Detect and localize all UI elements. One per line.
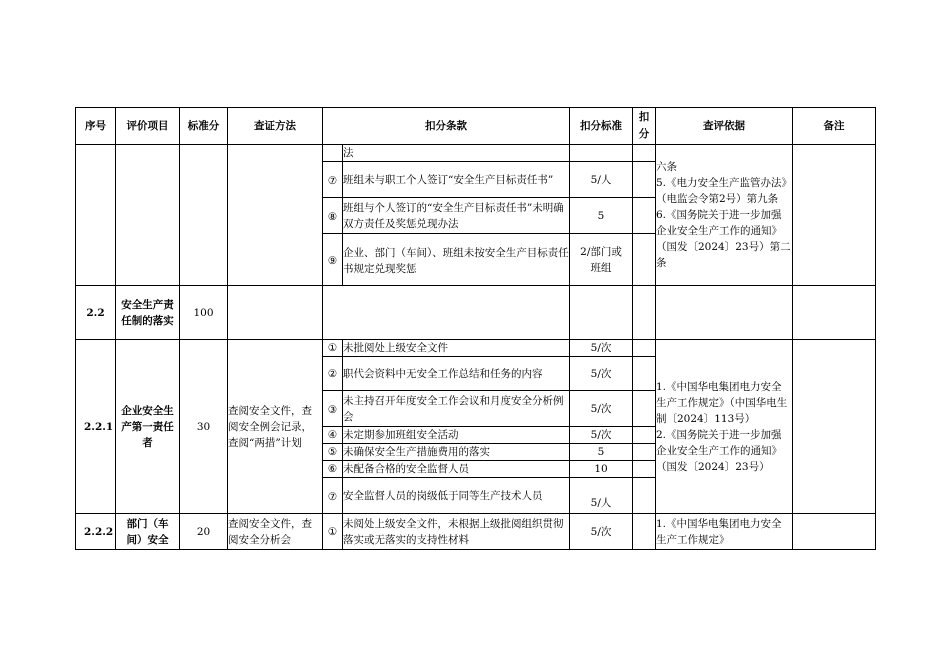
header-clause: 扣分条款 [323,108,570,145]
seq-cell [76,145,116,286]
clause-number: ⑤ [323,444,343,461]
deduct-standard [570,145,633,162]
basis-line: 2.《国务院关于进一步加强企业安全生产工作的通知》（国发〔2024〕23号） [656,428,782,473]
header-basis: 查评依据 [656,108,793,145]
method-cell [228,286,323,340]
table-row [76,286,876,340]
basis-line: 5.《电力安全生产监管办法》（电监会令第2号）第九条 [656,177,787,205]
deduct-cell [633,162,656,198]
deduct-cell [633,391,656,427]
clause-text: 法 [343,145,570,162]
clause-number: ① [323,340,343,357]
score-cell: 20 [180,514,228,550]
basis-line: 6.《国务院关于进一步加强企业安全生产工作的通知》（国发〔2024〕23号）第二条 [656,209,791,269]
remark-cell [793,514,876,550]
deduct-standard: 2/部门或班组 [570,234,633,286]
clause-cell [323,286,570,340]
method-cell [228,145,323,286]
table-row [76,514,876,550]
deduct-standard: 5/次 [570,391,633,427]
deduct-standard: 5/次 [570,357,633,391]
basis-cell [656,340,793,514]
deduct-cell [633,461,656,478]
clause-text: 班组未与职工个人签订“安全生产目标责任书” [343,162,570,198]
item-cell: 安全生产责任制的落实 [116,286,180,340]
score-cell: 100 [180,286,228,340]
deduct-cell [633,357,656,391]
deduct-standard: 5 [570,198,633,234]
deduct-cell [633,444,656,461]
score-cell: 30 [180,340,228,514]
clause-number: ② [323,357,343,391]
deduct-cell [633,340,656,357]
clause-text: 企业、部门（车间）、班组未按安全生产目标责任书规定兑现奖惩 [343,234,570,286]
remark-cell [793,286,876,340]
remark-cell [793,145,876,286]
basis-cell [656,145,793,286]
method-cell: 查阅安全文件，查阅安全分析会 [228,514,323,550]
deduct-standard [570,286,633,340]
header-score: 标准分 [180,108,228,145]
deduct-standard: 5 [570,444,633,461]
remark-cell [793,340,876,514]
item-cell [116,145,180,286]
table-row [76,145,876,162]
score-cell [180,145,228,286]
basis-line: 六条 [656,161,677,173]
deduct-cell [633,286,656,340]
header-seq: 序号 [76,108,116,145]
deduct-cell [633,427,656,444]
deduct-standard: 5/人 [570,162,633,198]
seq-cell: 2.2.2 [76,514,116,550]
table-row [76,340,876,357]
header-deduct: 扣分 [633,108,656,145]
clause-text: 职代会资料中无安全工作总结和任务的内容 [343,357,570,391]
basis-cell [656,286,793,340]
seq-cell: 2.2 [76,286,116,340]
clause-text: 未批阅处上级安全文件 [343,340,570,357]
clause-number: ⑨ [323,234,343,286]
deduct-cell [633,234,656,286]
item-cell: 部门（车间）安全 [116,514,180,550]
evaluation-table [75,107,876,550]
header-item: 评价项目 [116,108,180,145]
item-cell: 企业安全生产第一责任者 [116,340,180,514]
header-method: 查证方法 [228,108,323,145]
clause-number: ⑧ [323,198,343,234]
clause-number [323,145,343,162]
deduct-cell [633,478,656,514]
clause-text: 安全监督人员的岗级低于同等生产技术人员 [343,478,570,514]
deduct-standard: 5/次 [570,514,633,550]
method-cell: 查阅安全文件，查阅安全例会记录，查阅“两措”计划 [228,340,323,514]
clause-number: ③ [323,391,343,427]
deduct-standard: 5/次 [570,427,633,444]
deduct-cell [633,514,656,550]
header-deduct-std: 扣分标准 [570,108,633,145]
clause-text: 未主持召开年度安全工作会议和月度安全分析例会 [343,391,570,427]
seq-cell: 2.2.1 [76,340,116,514]
header-remark: 备注 [793,108,876,145]
header-row [76,108,876,145]
clause-number: ⑥ [323,461,343,478]
clause-number: ⑦ [323,478,343,514]
clause-text: 未确保安全生产措施费用的落实 [343,444,570,461]
deduct-standard: 10 [570,461,633,478]
deduct-standard: 5/次 [570,340,633,357]
clause-text: 未阅处上级安全文件，未根据上级批阅组织贯彻落实或无落实的支持性材料 [343,514,570,550]
deduct-standard: 5/人 [570,478,633,514]
basis-line: 1.《中国华电集团电力安全生产工作规定》（中国华电生制〔2024〕113号） [656,380,788,425]
deduct-cell [633,198,656,234]
clause-number: ④ [323,427,343,444]
clause-text: 班组与个人签订的“安全生产目标责任书”未明确双方责任及奖惩兑现办法 [343,198,570,234]
basis-line: 1.《中国华电集团电力安全生产工作规定》 [656,517,782,546]
clause-number: ① [323,514,343,550]
basis-cell [656,514,793,550]
clause-text: 未定期参加班组安全活动 [343,427,570,444]
deduct-cell [633,145,656,162]
clause-text: 未配备合格的安全监督人员 [343,461,570,478]
clause-number: ⑦ [323,162,343,198]
